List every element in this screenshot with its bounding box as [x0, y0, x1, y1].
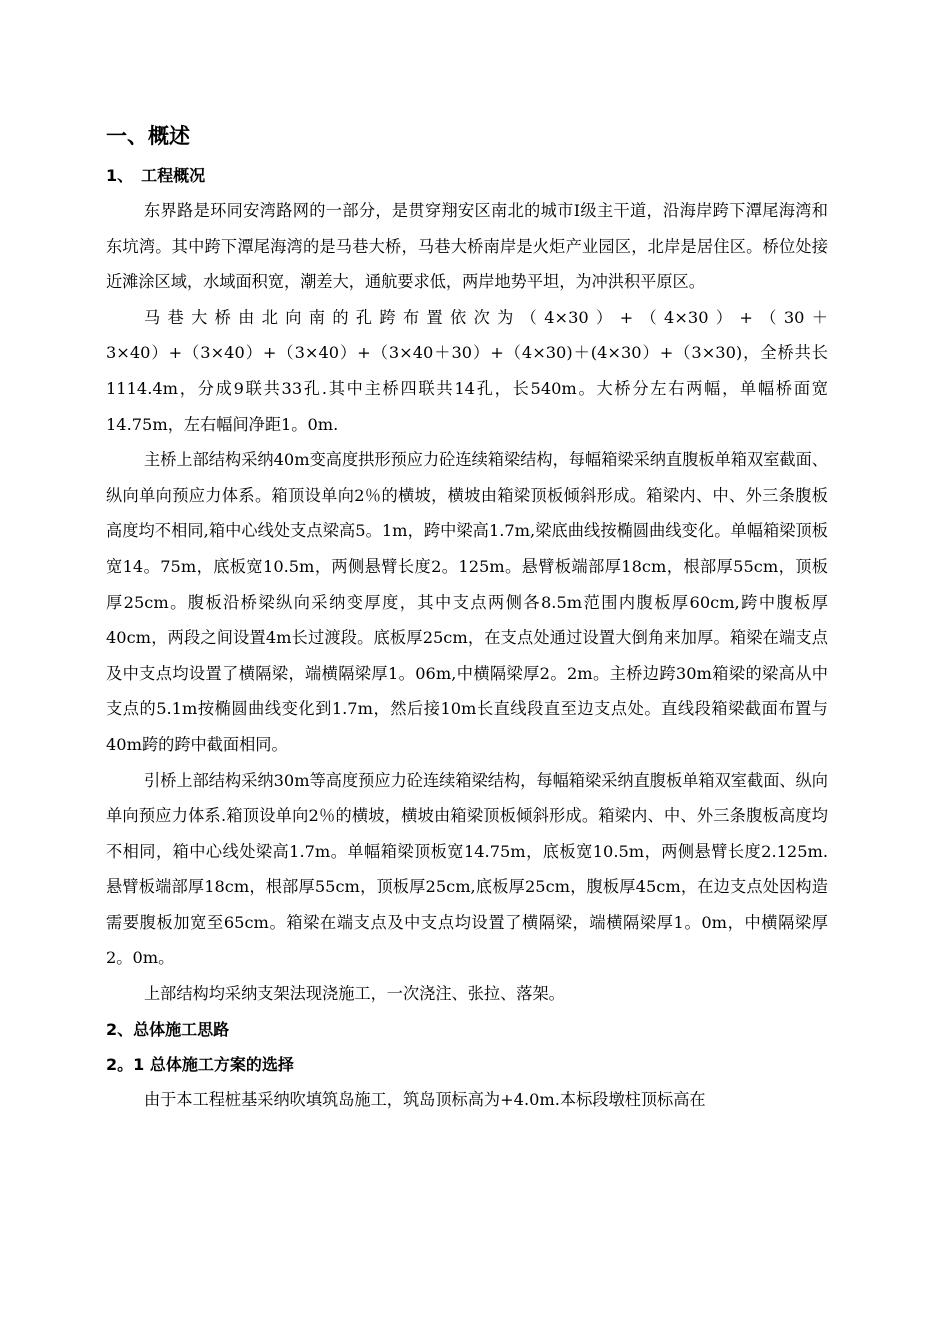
section-title-1: 1、 工程概况: [106, 166, 206, 185]
paragraph-approach-bridge: 引桥上部结构采纳30m等高度预应力砼连续箱梁结构，每幅箱梁采纳直腹板单箱双室截面、纵向单向预应力体系.箱顶设单向2％的横坡，横坡由箱梁顶板倾斜形成。箱梁内、中、外三条腹板高度均不相同，箱中心线处梁高1.7m。单幅箱梁顶板宽14.75m，底板宽10.5m，两侧悬臂长度2.125m.悬臂板端部厚18cm，根部厚55cm，顶板厚25cm,底板厚25cm，腹板厚45cm，在边支点处因构造需要腹板加宽至65cm。箱梁在端支点及中支点均设置了横隔梁，端横隔梁厚1。0m，中横隔梁厚2。0m。: [106, 770, 828, 968]
section-title-2-1: 2。1 总体施工方案的选择: [106, 1054, 294, 1074]
paragraph-main-bridge: 主桥上部结构采纳40m变高度拱形预应力砼连续箱梁结构，每幅箱梁采纳直腹板单箱双室截面、纵向单向预应力体系。箱顶设单向2％的横坡，横坡由箱梁顶板倾斜形成。箱梁内、中、外三条腹板高度均不相同,箱中心线处支点梁高5。1m，跨中梁高1.7m,梁底曲线按椭圆曲线变化。单幅箱梁顶板宽14。75m，底板宽10.5m，两侧悬臂长度2。125m。悬臂板端部厚18cm，根部厚55cm，顶板厚25cm。腹板沿桥梁纵向采纳变厚度，其中支点两侧各8.5m范围内腹板厚60cm,跨中腹板厚40cm，两段之间设置4m长过渡段。底板厚25cm，在支点处通过设置大倒角来加厚。箱梁在端支点及中支点均设置了横隔梁，端横隔梁厚1。06m,中横隔梁厚2。2m。主桥边跨30m箱梁的梁高从中支点的5.1m按椭圆曲线变化到1.7m，然后接10m长直线段直至边支点处。直线段箱梁截面布置与40m跨的跨中截面相同。: [106, 450, 828, 754]
paragraph-span-layout: 马巷大桥由北向南的孔跨布置依次为（4×30）+（4×30）+（30＋3×40）+（3×40）+（3×40）+（3×40＋30）+（4×30)＋(4×30）+（3×30)，全桥共长1114.4m，分成9联共33孔.其中主桥四联共14孔，长540m。大桥分左右两幅，单幅桥面宽14.75m，左右幅间净距1。0m.: [106, 307, 828, 434]
chapter-heading: 一、概述: [106, 124, 190, 148]
paragraph-construction-method: 上部结构均采纳支架法现浇施工，一次浇注、张拉、落架。: [144, 984, 565, 1004]
section-title-2: 2、总体施工思路: [106, 1019, 230, 1039]
paragraph-overview: 东界路是环同安湾路网的一部分，是贯穿翔安区南北的城市Ⅰ级主干道，沿海岸跨下潭尾海湾和东坑湾。其中跨下潭尾海湾的是马巷大桥，马巷大桥南岸是火炬产业园区，北岸是居住区。桥位处接近滩涂区域，水域面积宽，潮差大，通航要求低，两岸地势平坦，为冲洪积平原区。: [106, 201, 828, 292]
paragraph-scheme-selection: 由于本工程桩基采纳吹填筑岛施工，筑岛顶标高为+4.0m.本标段墩柱顶标高在: [144, 1089, 706, 1109]
document-page: [106, 118, 828, 1117]
